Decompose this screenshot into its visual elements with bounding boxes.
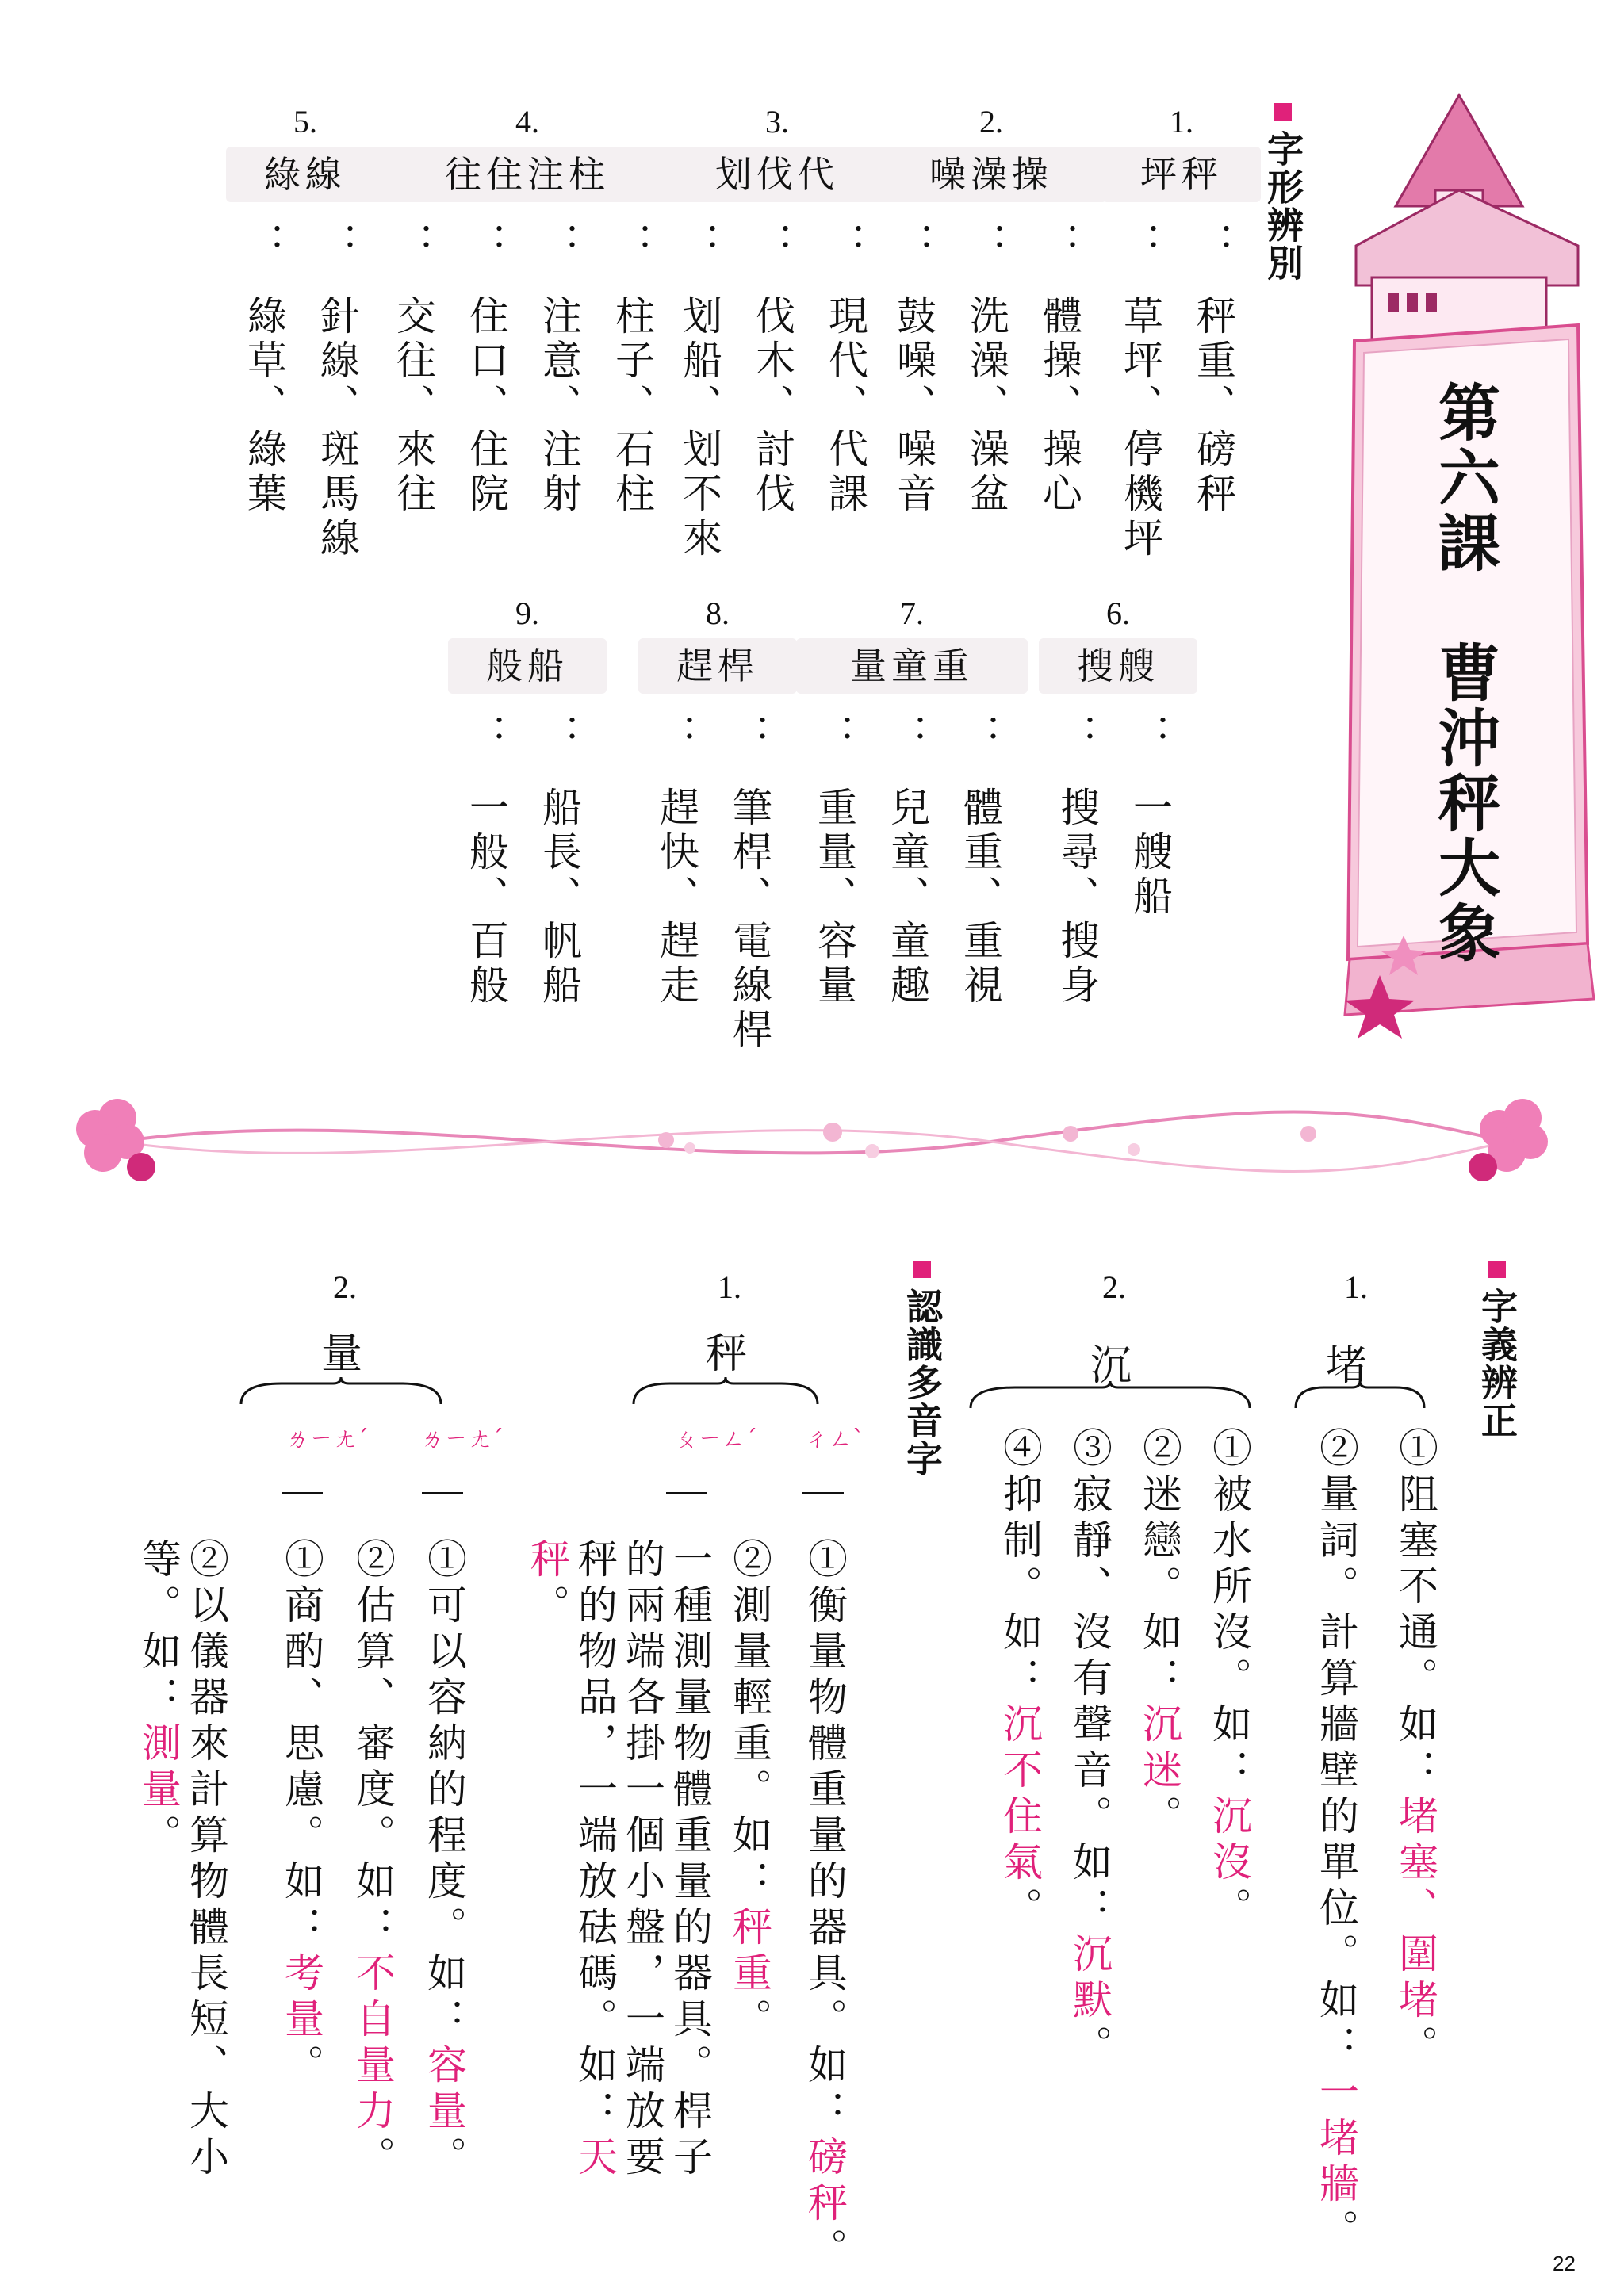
group-number: 9. xyxy=(515,595,539,631)
word-column xyxy=(535,714,583,1008)
item-char: 堵 xyxy=(1326,1342,1368,1390)
example-words: 住口、住院 xyxy=(463,295,509,517)
example-words: 現代、代課 xyxy=(822,295,868,517)
example-words: 洗澡、澡盆 xyxy=(963,295,1009,517)
group-heading: 趕桿 xyxy=(676,645,759,687)
item-number: 2. xyxy=(1102,1269,1126,1305)
separator: ： xyxy=(726,714,772,758)
separator: ： xyxy=(1036,222,1082,266)
definition-block: ②以儀器來計算物體長短、大小等。如：測量。 xyxy=(136,1538,229,2182)
definition-column: ①商酌、思慮。如：考量。 xyxy=(278,1538,324,2090)
separator: ： xyxy=(653,714,699,758)
separator: ： xyxy=(1127,714,1173,758)
group-number: 2. xyxy=(979,104,1003,140)
separator: ： xyxy=(1054,714,1100,758)
example-words: 筆桿、電線桿 xyxy=(726,786,772,1053)
example-words: 趕快、趕走 xyxy=(653,786,699,1008)
item-bracket xyxy=(967,1380,1253,1411)
separator: ： xyxy=(749,222,795,266)
definition-block: 一種測量物體重量的器具。桿子的兩端各掛一個小盤，一端放要秤的物品，一端放砝碼。如：天秤。 xyxy=(524,1538,713,2182)
item-bracket xyxy=(238,1376,444,1407)
word-column xyxy=(810,714,858,1008)
item-number: 1. xyxy=(1344,1269,1368,1305)
separator: ： xyxy=(609,222,655,266)
example-words: 注意、注射 xyxy=(536,295,582,517)
definition-column: ④抑制。如：沉不住氣。 xyxy=(997,1427,1043,1933)
group-heading: 搜艘 xyxy=(1077,645,1159,687)
separator: ： xyxy=(390,222,436,266)
example-words: 秤重、磅秤 xyxy=(1190,295,1236,517)
example-words: 船長、帆船 xyxy=(536,786,582,1008)
group-number: 7. xyxy=(900,595,924,631)
definition-column: ①可以容納的程度。如：容量。 xyxy=(421,1538,467,2182)
word-column xyxy=(963,222,1010,517)
word-column xyxy=(313,222,361,561)
page-number: 22 xyxy=(1553,2252,1576,2275)
example-words: 重量、容量 xyxy=(811,786,857,1008)
word-column xyxy=(1126,714,1174,920)
word-column xyxy=(535,222,583,517)
definition-column: ②量詞。計算牆壁的單位。如：一堵牆。 xyxy=(1313,1427,1359,2255)
example-words: 一般、百般 xyxy=(463,786,509,1008)
item-char: 量 xyxy=(321,1330,363,1378)
group-number: 1. xyxy=(1170,104,1193,140)
word-column xyxy=(389,222,437,517)
item-bracket xyxy=(1293,1380,1427,1411)
group-number: 8. xyxy=(706,595,730,631)
separator: ： xyxy=(536,222,582,266)
group-heading: 綠線 xyxy=(264,153,347,196)
definition-column: ③寂靜、沒有聲音。如：沉默。 xyxy=(1067,1427,1113,2071)
word-column xyxy=(608,222,656,517)
group-heading: 量童重 xyxy=(850,645,974,687)
item-number: 2. xyxy=(333,1269,357,1305)
word-column xyxy=(1189,222,1237,517)
group-number: 6. xyxy=(1106,595,1130,631)
word-column xyxy=(676,222,723,561)
group-number: 4. xyxy=(515,104,539,140)
example-words: 一艘船 xyxy=(1127,786,1173,920)
separator: ： xyxy=(1117,222,1163,266)
pinyin-reading: ㄌㄧㄤˊ xyxy=(285,1425,369,1453)
item-bracket xyxy=(630,1376,821,1407)
item-char: 秤 xyxy=(706,1330,748,1378)
section-label-glyph-form: 字形辨別 xyxy=(1257,103,1309,282)
lesson-title: 第六課 曹沖秤大象 xyxy=(1428,381,1500,966)
separator: ： xyxy=(676,222,722,266)
separator: ： xyxy=(963,222,1009,266)
word-column xyxy=(653,714,700,1008)
definition-column: ②迷戀。如：沉迷。 xyxy=(1136,1427,1182,1841)
word-column xyxy=(1116,222,1164,561)
group-heading: 划伐代 xyxy=(715,153,839,196)
word-column xyxy=(890,222,937,517)
example-words: 柱子、石柱 xyxy=(609,295,655,517)
separator: ： xyxy=(822,222,868,266)
example-words: 鼓噪、噪音 xyxy=(891,295,936,517)
example-words: 草坪、停機坪 xyxy=(1117,295,1163,561)
word-column xyxy=(240,222,288,517)
item-char: 沉 xyxy=(1090,1342,1132,1390)
reading-dash xyxy=(666,1492,707,1494)
separator: ： xyxy=(1190,222,1236,266)
separator: ： xyxy=(891,222,936,266)
word-column xyxy=(822,222,869,517)
example-words: 體操、操心 xyxy=(1036,295,1082,517)
group-number: 5. xyxy=(293,104,317,140)
reading-dash xyxy=(422,1492,463,1494)
example-words: 針線、斑馬線 xyxy=(314,295,360,561)
group-number: 3. xyxy=(765,104,789,140)
word-column xyxy=(749,222,796,517)
word-column xyxy=(462,222,510,517)
word-column xyxy=(956,714,1004,1008)
word-column xyxy=(1053,714,1101,1008)
separator: ： xyxy=(241,222,287,266)
group-heading: 往住注柱 xyxy=(445,153,610,196)
pinyin-reading: ㄌㄧㄤˊ xyxy=(420,1425,504,1453)
separator: ： xyxy=(314,222,360,266)
definition-column: ①衡量物體重量的器具。如：磅秤。 xyxy=(802,1538,848,2274)
example-words: 體重、重視 xyxy=(957,786,1003,1008)
word-column xyxy=(883,714,931,1008)
example-words: 划船、划不來 xyxy=(676,295,722,561)
definition-column: ①阻塞不通。如：堵塞、圍堵。 xyxy=(1392,1427,1438,2071)
word-column xyxy=(726,714,773,1053)
floral-divider xyxy=(71,1094,1554,1189)
separator: ： xyxy=(536,714,582,758)
example-words: 綠草、綠葉 xyxy=(241,295,287,517)
word-column xyxy=(462,714,510,1008)
example-words: 搜尋、搜身 xyxy=(1054,786,1100,1008)
separator: ： xyxy=(811,714,857,758)
group-heading: 坪秤 xyxy=(1140,153,1223,196)
reading-dash xyxy=(282,1492,323,1494)
reading-dash xyxy=(802,1492,844,1494)
definition-column: ②測量輕重。如：秤重。 xyxy=(726,1538,772,2044)
section-label-meaning: 字義辨正 xyxy=(1471,1261,1523,1440)
definition-column: ①被水所沒。如：沉沒。 xyxy=(1206,1427,1252,1933)
item-number: 1. xyxy=(718,1269,741,1305)
example-words: 兒童、童趣 xyxy=(884,786,930,1008)
separator: ： xyxy=(957,714,1003,758)
pinyin-reading: ㄆㄧㄥˊ xyxy=(674,1425,757,1453)
separator: ： xyxy=(463,222,509,266)
word-column xyxy=(1036,222,1083,517)
group-heading: 噪澡操 xyxy=(929,153,1053,196)
group-heading: 般船 xyxy=(486,645,569,687)
definition-column: ②估算、審度。如：不自量力。 xyxy=(350,1538,396,2182)
separator: ： xyxy=(884,714,930,758)
pinyin-reading: ㄔㄥˋ xyxy=(805,1425,864,1453)
example-words: 交往、來往 xyxy=(390,295,436,517)
section-label-polyphone: 認識多音字 xyxy=(896,1261,948,1478)
example-words: 伐木、討伐 xyxy=(749,295,795,517)
separator: ： xyxy=(463,714,509,758)
